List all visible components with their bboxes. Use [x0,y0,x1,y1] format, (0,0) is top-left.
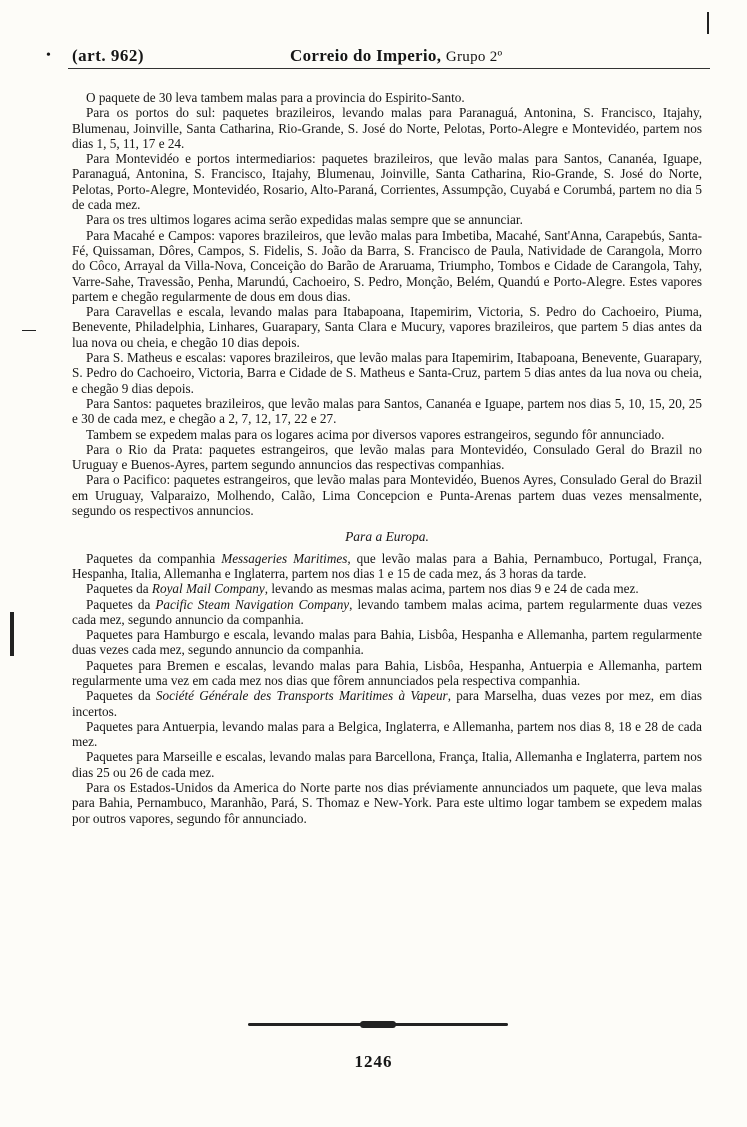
paragraph [72,749,702,780]
section-heading: Para a Europa. [345,529,429,545]
paragraph: Para os portos do sul: paquetes brazileiros, levando malas para Paranaguá, Antonina, S. Francisco, Itajahy, Blumenau, Joinville, Santa Catharina, Rio-Grande, S. José do Norte, Pelotas, Porto-Alegre e Montevidéo, partem nos dias 1, 5, 11, 17 e 24. [72,105,702,151]
paragraph-text: Paquetes para Bremen e escalas, levando malas para Bahia, Lisbôa, Hespanha, Antuerpia e Allemanha, partem regularmente uma vez em cada mez nos dias que fôrem annunciados pela respectiva companhia. [72,657,702,688]
company-name: Pacific Steam Navigation Company [155,596,350,612]
company-name: Messageries Maritimes [221,550,348,566]
paragraph: Para S. Matheus e escalas: vapores brazileiros, que levão malas para Itapemirim, Itabapoana, Benevente, Guarapary, S. Pedro do Cachoeiro, Victoria, Barra e Cidade de S. Matheus e Santa-Cruz, partem 5 dias antes da lua nova ou cheia, e chegão 9 dias depois. [72,350,702,396]
paragraph-text: Paquetes da [86,581,152,597]
paragraph [72,581,702,596]
company-name: Société Générale des Transports Maritimes à Vapeur [155,688,448,704]
page-number: 1246 [354,1052,393,1071]
article-number: (art. 962) [72,46,145,65]
paragraph [72,551,702,582]
paragraph: Para Montevidéo e portos intermediarios: paquetes brazileiros, que levão malas para Santos, Cananéa, Iguape, Paranaguá, Antonina, S. Francisco, Itajahy, Blumenau, Joinville, Santa Catharina, Rio-Grande, S. José do Norte, Pelotas, Porto-Alegre, Montevidéo, Rosario, Alto-Paraná, Corrientes, Assumpção, Cuyabá e Corumbá, partem no dia 5 de cada mez. [72,151,702,213]
paragraph: O paquete de 30 leva tambem malas para a provincia do Espirito-Santo. [86,90,465,105]
header-rule [68,68,710,69]
company-name: Royal Mail Company [151,581,265,597]
paragraph-text: Paquetes da companhia [86,550,222,566]
paragraph-text: Paquetes para Hamburgo e escala, levando malas para Bahia, Lisbôa, Hespanha e Allemanha, partem regularmente duas vezes cada mez, segundo annuncio da companhia. [72,627,702,658]
margin-speck [22,330,36,331]
paragraph: Para Santos: paquetes brazileiros, que levão malas para Santos, Cananéa e Iguape, partem nos dias 5, 10, 15, 20, 25 e 30 de cada mez, e chegão a 2, 7, 12, 17, 22 e 27. [72,395,702,427]
paragraph: Para o Rio da Prata: paquetes estrangeiros, que levão malas para Montevidéo, Consulado Geral do Brazil no Uruguay e Buenos-Ayres, partem segundo annuncios das respectivas companhias. [72,441,702,473]
paragraph: Para os tres ultimos logares acima serão expedidas malas sempre que se annunciar. [86,212,523,228]
bullet-mark: • [46,48,51,63]
closing-ornament-rule [248,1023,508,1026]
paragraph-text: Paquetes da [86,688,156,704]
paragraph [72,627,702,658]
running-title-text: Correio do Imperio, [290,46,442,65]
paragraph-text: , levando as mesmas malas acima, partem nos dias 9 e 24 de cada mez. [264,581,639,597]
margin-speck [10,612,14,656]
paragraph: Para o Pacifico: paquetes estrangeiros, que levão malas para Montevidéo, Buenos Ayres, Consulado Geral do Brazil em Uruguay, Valparaizo, Molhendo, Calão, Lima Concepcion e Punta-Arenas partem duas vezes mensalmente, segundo os respectivos annuncios. [72,472,702,519]
paragraph-text: Paquetes da [86,596,156,612]
paragraph-text: , que levão malas para a Bahia, Pernambuco, Portugal, França, Hespanha, Italia, Allemanha e Inglaterra, partem nos dias 1 e 15 de cada mez, ás 3 horas da tarde. [72,550,702,581]
page-header [46,46,710,70]
paragraph [72,688,702,719]
paragraph-text: Paquetes para Antuerpia, levando malas para a Belgica, Inglaterra, e Allemanha, partem nos dias 8, 18 e 28 de cada mez. [72,718,702,750]
paragraph: Para Caravellas e escala, levando malas para Itabapoana, Itapemirim, Victoria, S. Pedro do Cachoeiro, Piuma, Benevente, Philadelphia, Linhares, Guarapary, Santa Clara e Mucury, vapores brazileiros, que partem 5 dias antes da lua nova ou cheia, e chegão 10 dias depois. [72,304,702,350]
group-label: Grupo 2º [445,49,503,65]
paragraph [72,658,702,689]
paragraph-text: , para Marselha, duas vezes por mez, em dias incertos. [72,688,702,719]
paragraph-text: Para os Estados-Unidos da America do Norte parte nos dias préviamente annunciados um paquete, que leva malas para Bahia, Pernambuco, Maranhão, Pará, S. Thomaz e New-York. Para este ultimo logar tambem se expedem malas por outros vapores, segundo fôr annunciado. [72,780,702,826]
ornament-knot [360,1021,396,1028]
paragraph: Para Macahé e Campos: vapores brazileiros, que levão malas para Imbetiba, Macahé, Sant'Anna, Carapebús, Santa-Fé, Quissaman, Dôres, Campos, S. Fidelis, S. João da Barra, S. Francisco de Paula, Natividade de Carangola, Morro do Côco, Arrayal da Villa-Nova, Conceição do Barão de Araruama, Triumpho, Tombos e Cidade de Carangola, Tahy, Varre-Sahe, Travessão, Penha, Marundú, Cachoeiro, S. Pedro, Monção, Belém, Quandú e Porto-Alegre. Estes vapores partem e chegão regularmente de dous em dous dias. [72,227,702,304]
paragraph-text: , levando tambem malas acima, partem regularmente duas vezes cada mez, segundo annuncio da companhia. [72,596,703,627]
running-title [290,46,502,66]
margin-speck [707,12,709,34]
paragraph [72,719,702,750]
paragraph-text: Paquetes para Marseille e escalas, levando malas para Barcellona, França, Italia, Allemanha e Inglaterra, partem nos dias 25 ou 26 de cada mez. [72,749,702,780]
paragraph [72,780,702,826]
paragraph [72,597,702,628]
body-text [72,90,702,826]
paragraph: Tambem se expedem malas para os logares acima por diversos vapores estrangeiros, segundo fôr annunciado. [86,426,665,442]
